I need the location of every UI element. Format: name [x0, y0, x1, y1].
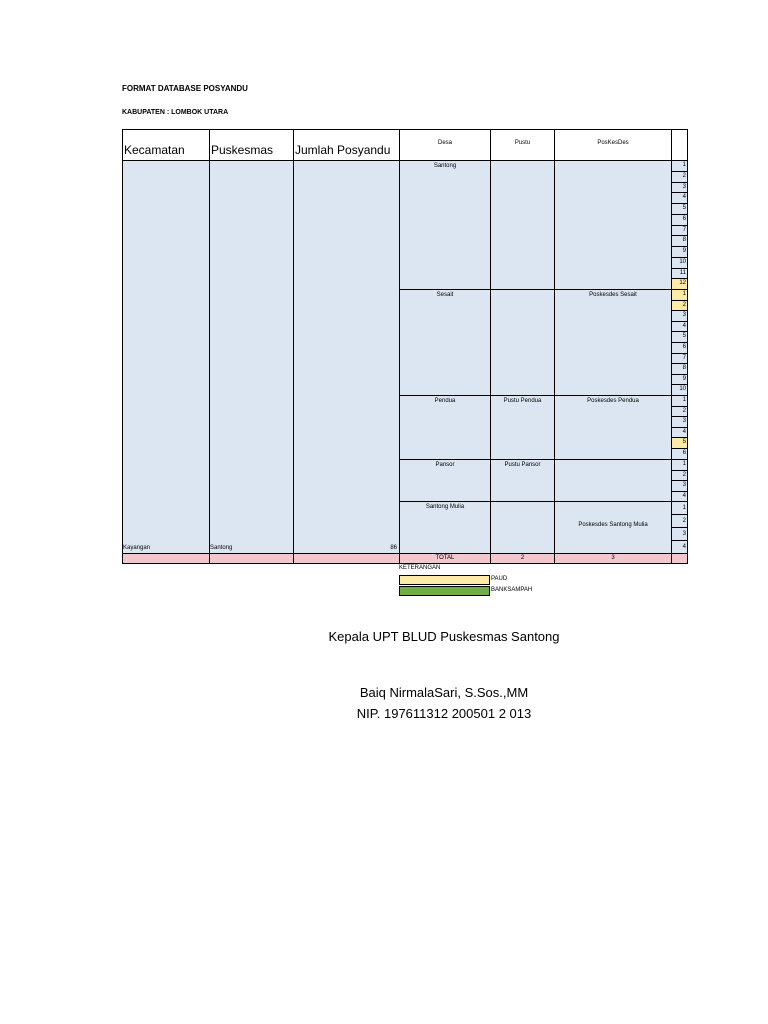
signature-nip: NIP. 197611312 200501 2 013	[356, 706, 532, 721]
posyandu-number: 1	[671, 395, 688, 407]
header-poskesdes: PosKesDes	[554, 129, 672, 161]
pustu-cell-text	[491, 290, 554, 292]
header-kecamatan: Kecamatan	[122, 129, 210, 161]
posyandu-number: 2	[671, 406, 688, 418]
posyandu-number: 1	[671, 501, 688, 515]
posyandu-number: 10	[671, 257, 688, 269]
desa-cell	[399, 459, 491, 502]
desa-cell	[399, 289, 491, 396]
posyandu-number: 4	[671, 192, 688, 204]
posyandu-number: 8	[671, 363, 688, 375]
posyandu-number: 3	[671, 182, 688, 194]
posyandu-number: 12	[671, 278, 688, 290]
posyandu-number: 5	[671, 331, 688, 343]
total-blank-1	[122, 553, 210, 564]
legend-label-paud: PAUD	[491, 576, 508, 582]
poskesdes-cell-text: Poskesdes Pendua	[587, 398, 639, 404]
header-number	[671, 129, 688, 161]
poskesdes-cell-text: Poskesdes Sesait	[589, 292, 637, 298]
posyandu-number: 3	[671, 310, 688, 322]
pustu-cell	[490, 459, 555, 502]
desa-cell	[399, 501, 491, 554]
header-puskesmas: Puskesmas	[209, 129, 294, 161]
header-desa: Desa	[399, 129, 491, 161]
posyandu-number: 3	[671, 416, 688, 428]
posyandu-number: 5	[671, 437, 688, 449]
posyandu-number: 3	[671, 527, 688, 541]
signature-name: Baiq NirmalaSari, S.Sos.,MM	[359, 685, 529, 700]
signature-position: Kepala UPT BLUD Puskesmas Santong	[328, 629, 560, 644]
posyandu-number: 2	[671, 470, 688, 482]
pustu-cell	[490, 395, 555, 460]
posyandu-number: 7	[671, 225, 688, 237]
poskesdes-cell	[554, 459, 672, 502]
posyandu-number: 2	[671, 171, 688, 183]
desa-cell-text: Santong	[433, 163, 457, 169]
legend-swatch-banksampah	[399, 586, 490, 596]
posyandu-number: 4	[671, 427, 688, 439]
posyandu-number: 6	[671, 448, 688, 460]
poskesdes-cell	[554, 160, 672, 290]
posyandu-number: 2	[671, 514, 688, 528]
posyandu-number: 1	[671, 289, 688, 301]
legend-label-banksampah: BANKSAMPAH	[491, 587, 533, 593]
posyandu-number: 6	[671, 342, 688, 354]
posyandu-number: 9	[671, 374, 688, 386]
desa-cell-text: Pansor	[435, 462, 455, 468]
poskesdes-cell-text	[555, 460, 671, 462]
total-blank-3	[293, 553, 400, 564]
document-subtitle: KABUPATEN : LOMBOK UTARA	[122, 109, 229, 116]
posyandu-number: 4	[671, 491, 688, 503]
pustu-cell-text	[491, 502, 554, 504]
desa-cell-text: Sesait	[436, 292, 454, 298]
posyandu-number: 9	[671, 246, 688, 258]
document-title: FORMAT DATABASE POSYANDU	[122, 84, 248, 93]
posyandu-number: 3	[671, 480, 688, 492]
posyandu-number: 4	[671, 540, 688, 554]
posyandu-number: 7	[671, 353, 688, 365]
puskesmas-value: Santong	[210, 545, 233, 551]
posyandu-number: 6	[671, 214, 688, 226]
total-blank-4	[671, 553, 688, 564]
puskesmas-cell	[209, 160, 294, 554]
desa-cell	[399, 395, 491, 460]
posyandu-number: 4	[671, 321, 688, 333]
poskesdes-cell-text	[555, 161, 671, 163]
posyandu-number: 1	[671, 160, 688, 172]
kecamatan-cell	[122, 160, 210, 554]
posyandu-number: 2	[671, 300, 688, 312]
posyandu-number: 1	[671, 459, 688, 471]
pustu-cell	[490, 289, 555, 396]
desa-cell-text: Pendua	[434, 398, 456, 404]
posyandu-number: 10	[671, 384, 688, 396]
posyandu-number: 11	[671, 268, 688, 280]
posyandu-number: 8	[671, 235, 688, 247]
pustu-cell-text: Pustu Pansor	[504, 462, 541, 468]
posyandu-number: 5	[671, 203, 688, 215]
jumlah-posyandu-cell	[293, 160, 400, 554]
header-pustu: Pustu	[490, 129, 555, 161]
total-pustu: 2	[490, 553, 555, 564]
total-label: TOTAL	[399, 553, 491, 564]
desa-cell	[399, 160, 491, 290]
pustu-cell	[490, 160, 555, 290]
header-jumlah-posyandu: Jumlah Posyandu	[293, 129, 400, 161]
pustu-cell	[490, 501, 555, 554]
poskesdes-cell-text: Poskesdes Santong Mulia	[578, 522, 648, 528]
poskesdes-cell	[554, 501, 672, 554]
total-blank-2	[209, 553, 294, 564]
poskesdes-cell	[554, 289, 672, 396]
jumlah-posyandu-value: 86	[390, 545, 397, 551]
total-poskesdes: 3	[554, 553, 672, 564]
kecamatan-value: Kayangan	[123, 545, 151, 551]
legend-title: KETERANGAN	[399, 565, 441, 571]
legend-swatch-paud	[399, 575, 490, 585]
pustu-cell-text: Pustu Pendua	[503, 398, 542, 404]
desa-cell-text: Santong Mulia	[425, 504, 465, 510]
poskesdes-cell	[554, 395, 672, 460]
pustu-cell-text	[491, 161, 554, 163]
